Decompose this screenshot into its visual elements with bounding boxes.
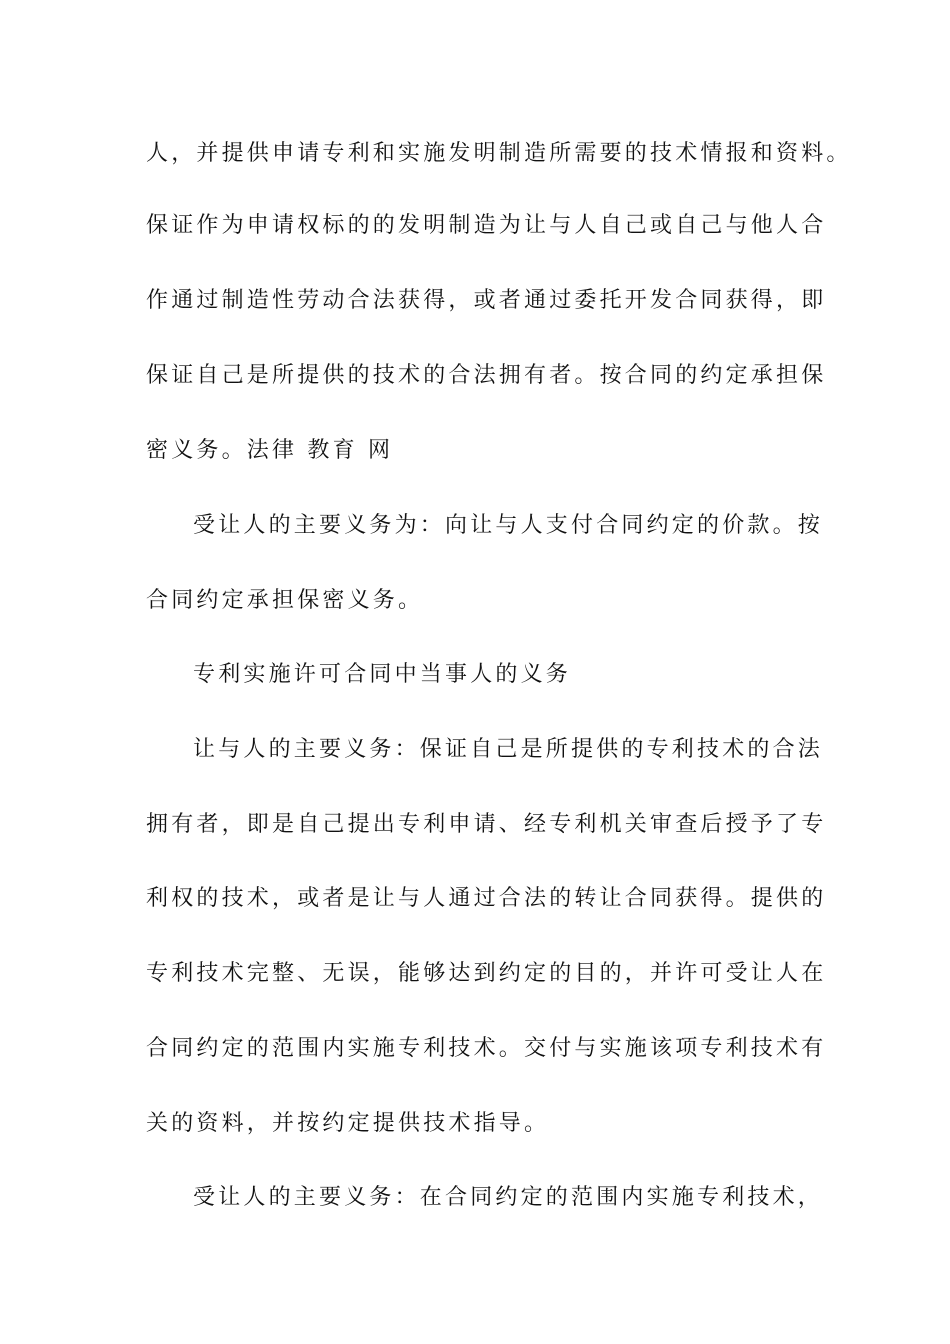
section-heading: 专利实施许可合同中当事人的义务 bbox=[193, 662, 572, 687]
text-line: 关的资料，并按约定提供技术指导。 bbox=[146, 1111, 550, 1136]
text-line: 利权的技术，或者是让与人通过合法的转让合同获得。提供的 bbox=[146, 886, 827, 911]
text-line: 合同约定承担保密义务。 bbox=[146, 588, 424, 613]
text-line: 拥有者，即是自己提出专利申请、经专利机关审查后授予了专 bbox=[146, 812, 827, 837]
paragraph-first-line: 受让人的主要义务为：向让与人支付合同约定的价款。按 bbox=[193, 513, 824, 538]
paragraph-first-line: 受让人的主要义务：在合同约定的范围内实施专利技术， bbox=[193, 1185, 824, 1210]
text-line: 保证作为申请权标的的发明制造为让与人自己或自己与他人合 bbox=[146, 213, 827, 238]
text-line: 专利技术完整、无误，能够达到约定的目的，并许可受让人在 bbox=[146, 961, 827, 986]
text-line: 密义务。法律 教育 网 bbox=[146, 438, 394, 463]
text-line: 合同约定的范围内实施专利技术。交付与实施该项专利技术有 bbox=[146, 1036, 827, 1061]
text-line: 保证自己是所提供的技术的合法拥有者。按合同的约定承担保 bbox=[146, 363, 827, 388]
text-line: 人，并提供申请专利和实施发明制造所需要的技术情报和资料。 bbox=[146, 141, 852, 166]
text-line: 作通过制造性劳动合法获得，或者通过委托开发合同获得，即 bbox=[146, 288, 827, 313]
paragraph-first-line: 让与人的主要义务：保证自己是所提供的专利技术的合法 bbox=[193, 737, 824, 762]
